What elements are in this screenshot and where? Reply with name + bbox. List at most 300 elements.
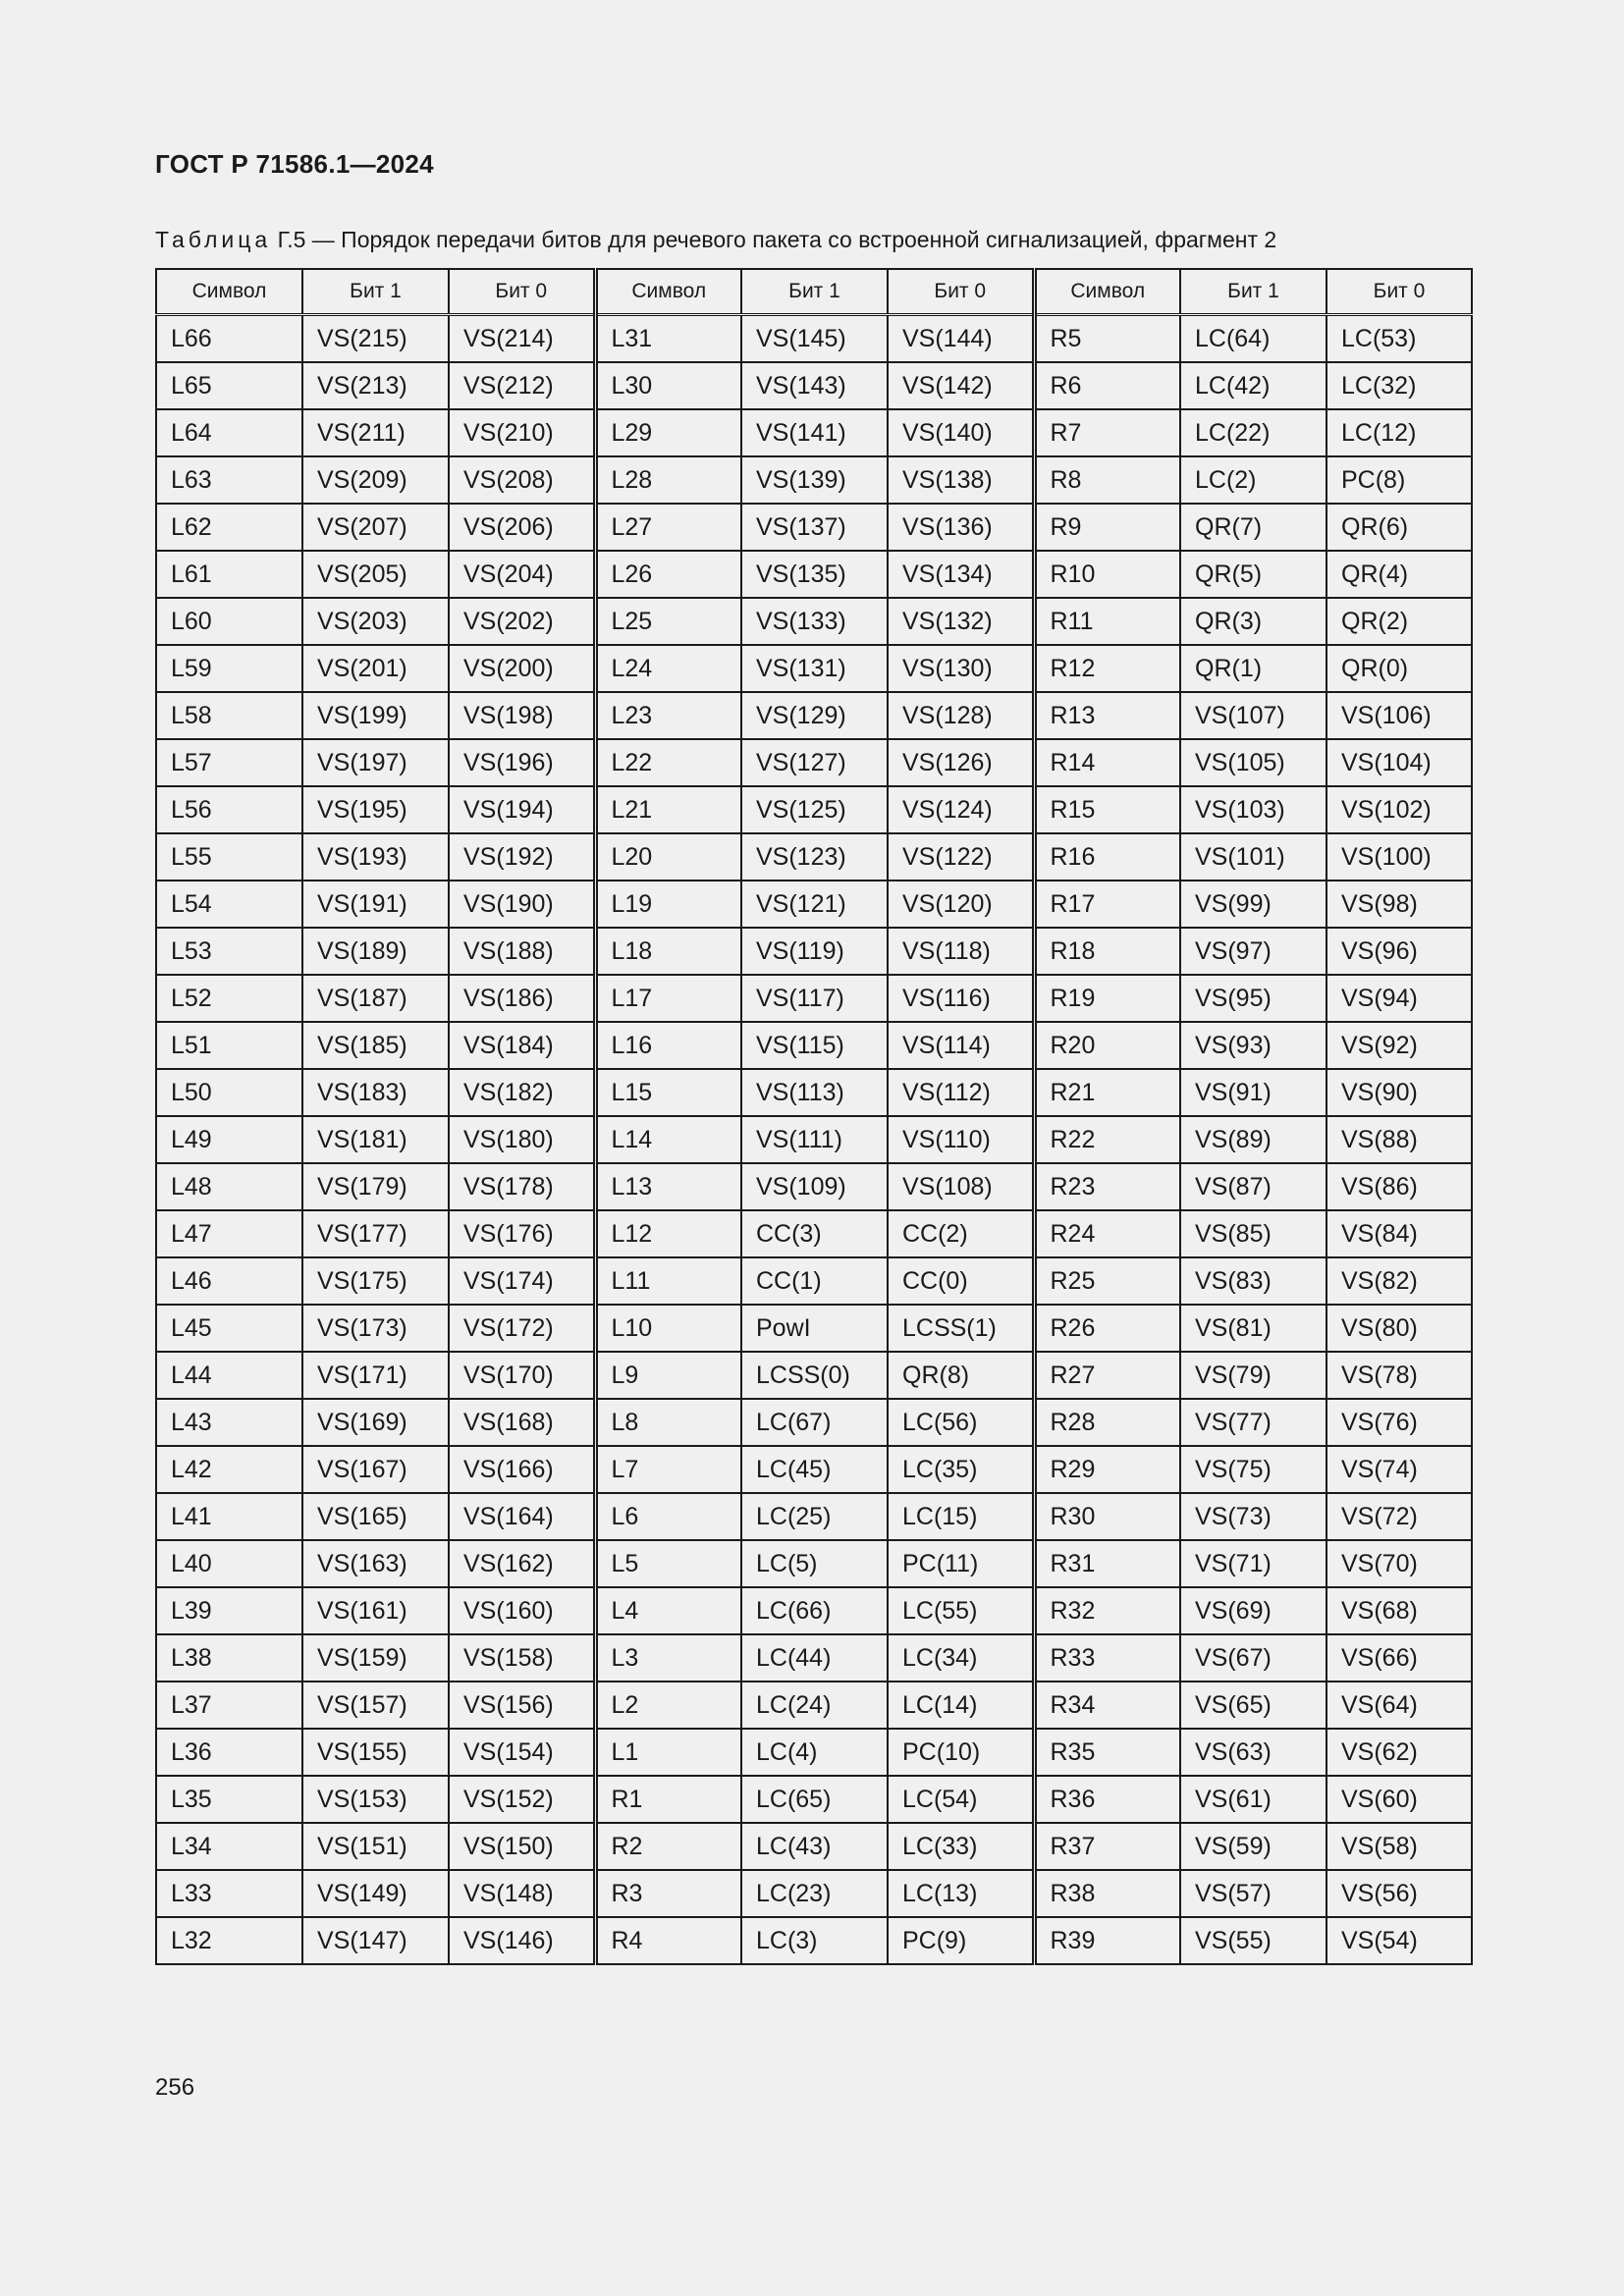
table-cell: R2 [595,1823,741,1870]
table-cell: LC(33) [888,1823,1034,1870]
table-cell: VS(97) [1180,928,1326,975]
table-cell: VS(202) [449,598,595,645]
table-cell: R35 [1034,1729,1180,1776]
table-cell: L44 [156,1352,302,1399]
table-cell: L64 [156,409,302,456]
table-cell: LC(4) [741,1729,888,1776]
table-cell: VS(101) [1180,833,1326,881]
table-cell: VS(90) [1326,1069,1472,1116]
table-cell: L45 [156,1305,302,1352]
table-cell: R4 [595,1917,741,1964]
table-cell: VS(74) [1326,1446,1472,1493]
table-cell: VS(180) [449,1116,595,1163]
table-cell: L28 [595,456,741,504]
table-cell: VS(124) [888,786,1034,833]
table-cell: L6 [595,1493,741,1540]
table-cell: L8 [595,1399,741,1446]
table-cell: VS(146) [449,1917,595,1964]
table-cell: R29 [1034,1446,1180,1493]
table-cell: VS(144) [888,315,1034,363]
table-cell: VS(103) [1180,786,1326,833]
table-cell: VS(162) [449,1540,595,1587]
table-cell: VS(145) [741,315,888,363]
bit-order-table [155,268,1473,1965]
table-row [156,1823,1472,1870]
table-cell: R23 [1034,1163,1180,1210]
table-cell: LC(3) [741,1917,888,1964]
table-cell: VS(147) [302,1917,449,1964]
table-cell: VS(167) [302,1446,449,1493]
table-cell: VS(148) [449,1870,595,1917]
column-header: Символ [595,269,741,315]
table-row [156,504,1472,551]
table-caption-lead: Таблица [155,227,272,252]
table-cell: L15 [595,1069,741,1116]
table-cell: R14 [1034,739,1180,786]
table-cell: VS(193) [302,833,449,881]
table-cell: L19 [595,881,741,928]
table-cell: R3 [595,1870,741,1917]
table-cell: LC(12) [1326,409,1472,456]
table-cell: VS(54) [1326,1917,1472,1964]
column-header: Бит 1 [1180,269,1326,315]
page-number: 256 [155,2074,195,2101]
table-cell: L2 [595,1682,741,1729]
table-cell: L59 [156,645,302,692]
table-cell: R21 [1034,1069,1180,1116]
table-cell: L21 [595,786,741,833]
table-cell: VS(158) [449,1634,595,1682]
column-header: Бит 0 [888,269,1034,315]
table-cell: L52 [156,975,302,1022]
table-cell: L27 [595,504,741,551]
table-cell: L58 [156,692,302,739]
table-cell: VS(116) [888,975,1034,1022]
table-row [156,1776,1472,1823]
table-cell: VS(86) [1326,1163,1472,1210]
table-cell: VS(64) [1326,1682,1472,1729]
table-cell: R25 [1034,1257,1180,1305]
table-row [156,362,1472,409]
table-cell: VS(82) [1326,1257,1472,1305]
table-cell: VS(76) [1326,1399,1472,1446]
table-cell: LC(14) [888,1682,1034,1729]
table-cell: R36 [1034,1776,1180,1823]
table-cell: VS(102) [1326,786,1472,833]
table-cell: R28 [1034,1399,1180,1446]
table-cell: L29 [595,409,741,456]
table-cell: VS(210) [449,409,595,456]
table-cell: VS(141) [741,409,888,456]
table-cell: VS(138) [888,456,1034,504]
table-cell: VS(79) [1180,1352,1326,1399]
table-cell: VS(130) [888,645,1034,692]
table-cell: LC(23) [741,1870,888,1917]
table-cell: L4 [595,1587,741,1634]
table-cell: LC(22) [1180,409,1326,456]
table-cell: VS(94) [1326,975,1472,1022]
table-row [156,739,1472,786]
table-cell: LC(15) [888,1493,1034,1540]
table-cell: VS(186) [449,975,595,1022]
table-cell: VS(71) [1180,1540,1326,1587]
table-cell: VS(205) [302,551,449,598]
table-caption [155,227,1276,253]
table-row [156,551,1472,598]
table-cell: R6 [1034,362,1180,409]
table-cell: R31 [1034,1540,1180,1587]
table-cell: VS(92) [1326,1022,1472,1069]
table-row [156,833,1472,881]
table-row [156,1540,1472,1587]
table-row [156,409,1472,456]
table-cell: VS(112) [888,1069,1034,1116]
table-cell: VS(72) [1326,1493,1472,1540]
table-cell: VS(198) [449,692,595,739]
table-cell: L22 [595,739,741,786]
table-row [156,1682,1472,1729]
table-cell: L50 [156,1069,302,1116]
table-cell: L38 [156,1634,302,1682]
table-cell: VS(99) [1180,881,1326,928]
table-cell: VS(80) [1326,1305,1472,1352]
table-cell: VS(107) [1180,692,1326,739]
table-cell: R7 [1034,409,1180,456]
table-cell: VS(168) [449,1399,595,1446]
table-cell: VS(98) [1326,881,1472,928]
table-cell: PC(10) [888,1729,1034,1776]
table-cell: L60 [156,598,302,645]
table-cell: R19 [1034,975,1180,1022]
table-cell: VS(174) [449,1257,595,1305]
table-cell: L39 [156,1587,302,1634]
table-cell: PowI [741,1305,888,1352]
table-cell: L46 [156,1257,302,1305]
table-cell: L12 [595,1210,741,1257]
table-cell: LC(65) [741,1776,888,1823]
table-cell: VS(115) [741,1022,888,1069]
table-cell: VS(136) [888,504,1034,551]
table-cell: L56 [156,786,302,833]
table-cell: L10 [595,1305,741,1352]
table-cell: VS(63) [1180,1729,1326,1776]
table-cell: VS(59) [1180,1823,1326,1870]
table-cell: VS(164) [449,1493,595,1540]
table-cell: VS(123) [741,833,888,881]
table-cell: VS(155) [302,1729,449,1776]
table-cell: L48 [156,1163,302,1210]
table-cell: VS(68) [1326,1587,1472,1634]
table-cell: L23 [595,692,741,739]
table-cell: VS(95) [1180,975,1326,1022]
table-cell: LCSS(0) [741,1352,888,1399]
table-cell: L42 [156,1446,302,1493]
table-cell: L54 [156,881,302,928]
table-cell: VS(87) [1180,1163,1326,1210]
table-cell: VS(122) [888,833,1034,881]
table-cell: L32 [156,1917,302,1964]
table-cell: VS(151) [302,1823,449,1870]
table-cell: VS(129) [741,692,888,739]
column-header: Бит 0 [1326,269,1472,315]
table-cell: VS(185) [302,1022,449,1069]
table-cell: VS(209) [302,456,449,504]
table-cell: VS(113) [741,1069,888,1116]
table-cell: VS(189) [302,928,449,975]
table-cell: L14 [595,1116,741,1163]
table-cell: VS(110) [888,1116,1034,1163]
table-cell: L62 [156,504,302,551]
table-cell: LC(32) [1326,362,1472,409]
table-cell: R12 [1034,645,1180,692]
table-cell: LC(44) [741,1634,888,1682]
table-cell: LC(54) [888,1776,1034,1823]
table-cell: L65 [156,362,302,409]
table-cell: VS(208) [449,456,595,504]
table-cell: VS(172) [449,1305,595,1352]
table-cell: R18 [1034,928,1180,975]
table-cell: L3 [595,1634,741,1682]
table-row [156,315,1472,363]
table-cell: L25 [595,598,741,645]
table-cell: LC(13) [888,1870,1034,1917]
table-row [156,1352,1472,1399]
table-cell: VS(100) [1326,833,1472,881]
table-cell: VS(84) [1326,1210,1472,1257]
table-cell: PC(8) [1326,456,1472,504]
table-cell: L63 [156,456,302,504]
table-row [156,1870,1472,1917]
table-cell: VS(170) [449,1352,595,1399]
table-cell: LC(55) [888,1587,1034,1634]
table-cell: VS(177) [302,1210,449,1257]
table-cell: VS(65) [1180,1682,1326,1729]
table-cell: R9 [1034,504,1180,551]
table-cell: VS(142) [888,362,1034,409]
table-cell: LC(5) [741,1540,888,1587]
table-cell: CC(3) [741,1210,888,1257]
table-cell: VS(171) [302,1352,449,1399]
table-cell: L1 [595,1729,741,1776]
table-row [156,1634,1472,1682]
table-cell: VS(192) [449,833,595,881]
table-cell: VS(204) [449,551,595,598]
table-cell: LC(53) [1326,315,1472,363]
table-cell: VS(70) [1326,1540,1472,1587]
table-cell: VS(56) [1326,1870,1472,1917]
table-cell: L40 [156,1540,302,1587]
table-cell: L33 [156,1870,302,1917]
table-cell: R15 [1034,786,1180,833]
table-cell: VS(58) [1326,1823,1472,1870]
table-cell: QR(6) [1326,504,1472,551]
table-cell: VS(127) [741,739,888,786]
table-cell: VS(133) [741,598,888,645]
table-cell: VS(69) [1180,1587,1326,1634]
table-cell: QR(3) [1180,598,1326,645]
table-cell: VS(203) [302,598,449,645]
table-row [156,975,1472,1022]
table-cell: R20 [1034,1022,1180,1069]
table-cell: VS(128) [888,692,1034,739]
table-cell: L61 [156,551,302,598]
table-cell: VS(179) [302,1163,449,1210]
table-row [156,928,1472,975]
table-cell: VS(126) [888,739,1034,786]
table-cell: L36 [156,1729,302,1776]
table-cell: VS(91) [1180,1069,1326,1116]
table-cell: VS(132) [888,598,1034,645]
table-cell: LC(25) [741,1493,888,1540]
table-cell: LC(42) [1180,362,1326,409]
table-cell: VS(67) [1180,1634,1326,1682]
table-cell: R33 [1034,1634,1180,1682]
table-cell: VS(131) [741,645,888,692]
table-cell: R22 [1034,1116,1180,1163]
table-cell: L24 [595,645,741,692]
table-cell: LC(35) [888,1446,1034,1493]
table-cell: L66 [156,315,302,363]
table-row [156,1257,1472,1305]
table-cell: VS(89) [1180,1116,1326,1163]
table-cell: QR(4) [1326,551,1472,598]
table-cell: VS(191) [302,881,449,928]
table-cell: R11 [1034,598,1180,645]
table-cell: VS(207) [302,504,449,551]
table-cell: VS(176) [449,1210,595,1257]
table-cell: VS(181) [302,1116,449,1163]
table-cell: L31 [595,315,741,363]
table-cell: VS(154) [449,1729,595,1776]
table-cell: VS(201) [302,645,449,692]
table-cell: VS(211) [302,409,449,456]
table-cell: VS(135) [741,551,888,598]
table-cell: LC(45) [741,1446,888,1493]
table-cell: VS(77) [1180,1399,1326,1446]
table-cell: VS(163) [302,1540,449,1587]
table-cell: R10 [1034,551,1180,598]
table-row [156,1917,1472,1964]
table-cell: VS(175) [302,1257,449,1305]
table-cell: VS(195) [302,786,449,833]
table-cell: R26 [1034,1305,1180,1352]
table-cell: R32 [1034,1587,1180,1634]
table-cell: VS(152) [449,1776,595,1823]
table-cell: LC(67) [741,1399,888,1446]
table-cell: VS(104) [1326,739,1472,786]
table-cell: VS(114) [888,1022,1034,1069]
table-cell: VS(120) [888,881,1034,928]
table-cell: VS(153) [302,1776,449,1823]
table-cell: QR(8) [888,1352,1034,1399]
table-cell: VS(106) [1326,692,1472,739]
table-cell: LC(64) [1180,315,1326,363]
table-cell: VS(159) [302,1634,449,1682]
table-cell: R27 [1034,1352,1180,1399]
table-cell: VS(93) [1180,1022,1326,1069]
table-cell: VS(160) [449,1587,595,1634]
table-cell: VS(182) [449,1069,595,1116]
table-cell: VS(57) [1180,1870,1326,1917]
table-cell: VS(66) [1326,1634,1472,1682]
document-header: ГОСТ Р 71586.1—2024 [155,149,434,179]
table-cell: VS(165) [302,1493,449,1540]
table-cell: LC(24) [741,1682,888,1729]
table-cell: L51 [156,1022,302,1069]
table-cell: VS(88) [1326,1116,1472,1163]
table-cell: QR(5) [1180,551,1326,598]
table-cell: VS(206) [449,504,595,551]
table-cell: L26 [595,551,741,598]
table-row [156,1163,1472,1210]
table-row [156,1022,1472,1069]
table-cell: L47 [156,1210,302,1257]
table-cell: VS(139) [741,456,888,504]
table-cell: VS(119) [741,928,888,975]
table-cell: VS(150) [449,1823,595,1870]
table-cell: VS(121) [741,881,888,928]
table-cell: VS(137) [741,504,888,551]
table-cell: QR(7) [1180,504,1326,551]
table-cell: VS(62) [1326,1729,1472,1776]
table-row [156,1116,1472,1163]
table-cell: VS(178) [449,1163,595,1210]
table-cell: VS(199) [302,692,449,739]
table-cell: VS(157) [302,1682,449,1729]
table-row [156,456,1472,504]
table-cell: L35 [156,1776,302,1823]
table-cell: R17 [1034,881,1180,928]
table-cell: VS(156) [449,1682,595,1729]
table-cell: R5 [1034,315,1180,363]
table-cell: VS(78) [1326,1352,1472,1399]
table-cell: L17 [595,975,741,1022]
table-cell: LC(2) [1180,456,1326,504]
table-caption-title: Г.5 — Порядок передачи битов для речевого пакета со встроенной сигнализацией, фрагмент 2 [277,227,1277,252]
table-cell: VS(111) [741,1116,888,1163]
table-cell: LC(66) [741,1587,888,1634]
table-cell: VS(75) [1180,1446,1326,1493]
table-cell: VS(149) [302,1870,449,1917]
table-cell: VS(214) [449,315,595,363]
table-row [156,692,1472,739]
table-cell: L49 [156,1116,302,1163]
table-cell: VS(187) [302,975,449,1022]
table-cell: L55 [156,833,302,881]
table-cell: CC(1) [741,1257,888,1305]
column-header: Бит 1 [302,269,449,315]
table-cell: VS(117) [741,975,888,1022]
table-cell: L20 [595,833,741,881]
table-cell: R16 [1034,833,1180,881]
table-row [156,1399,1472,1446]
column-header: Символ [1034,269,1180,315]
table-cell: PC(9) [888,1917,1034,1964]
table-row [156,598,1472,645]
table-cell: L30 [595,362,741,409]
table-cell: R39 [1034,1917,1180,1964]
table-cell: R24 [1034,1210,1180,1257]
table-row [156,1210,1472,1257]
table-cell: R34 [1034,1682,1180,1729]
table-row [156,1446,1472,1493]
table-cell: QR(1) [1180,645,1326,692]
table-cell: R30 [1034,1493,1180,1540]
table-row [156,645,1472,692]
table-cell: VS(143) [741,362,888,409]
table-cell: VS(125) [741,786,888,833]
table-row [156,1069,1472,1116]
